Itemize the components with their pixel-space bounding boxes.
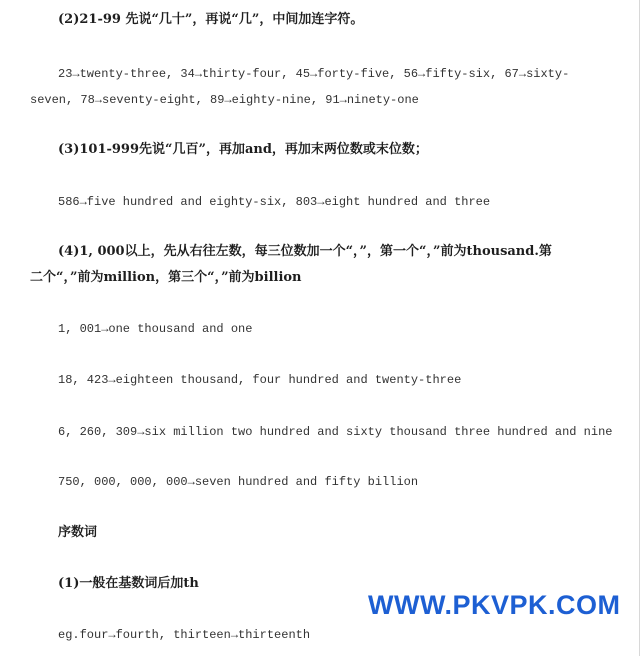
ordinal-numbers-title: 序数词 bbox=[58, 525, 98, 540]
section-4-example-3: 6, 260, 309→six million two hundred and sixty thousand three hundred and nine bbox=[58, 425, 613, 439]
section-3-heading: (3)101-999先说“几百”，再加and，再加末两位数或末位数； bbox=[58, 142, 428, 157]
section-4-heading-line-2: 二个“，”前为million，第三个“，”前为billion bbox=[30, 270, 302, 285]
section-4-example-2: 18, 423→eighteen thousand, four hundred and twenty-three bbox=[58, 373, 462, 387]
section-4-example-1: 1, 001→one thousand and one bbox=[58, 322, 253, 336]
ordinal-section-1-heading: (1)一般在基数词后加th bbox=[58, 576, 199, 591]
section-2-example-line-2: seven, 78→seventy-eight, 89→eighty-nine, 91→ninety-one bbox=[30, 93, 419, 107]
section-2-heading: (2)21-99 先说“几十”，再说“几”，中间加连字符。 bbox=[58, 12, 364, 27]
section-2-example-line-1: 23→twenty-three, 34→thirty-four, 45→forty-five, 56→fifty-six, 67→sixty- bbox=[58, 67, 570, 81]
section-4-heading-line-1: (4)1, 000以上，先从右往左数，每三位数加一个“，”，第一个“，”前为thousand.第 bbox=[58, 244, 552, 259]
site-watermark: WWW.PKVPK.COM bbox=[368, 590, 621, 620]
ordinal-example: eg.four→fourth, thirteen→thirteenth bbox=[58, 628, 311, 642]
section-4-example-4: 750, 000, 000, 000→seven hundred and fifty billion bbox=[58, 475, 419, 489]
section-3-example: 586→five hundred and eighty-six, 803→eight hundred and three bbox=[58, 195, 491, 209]
